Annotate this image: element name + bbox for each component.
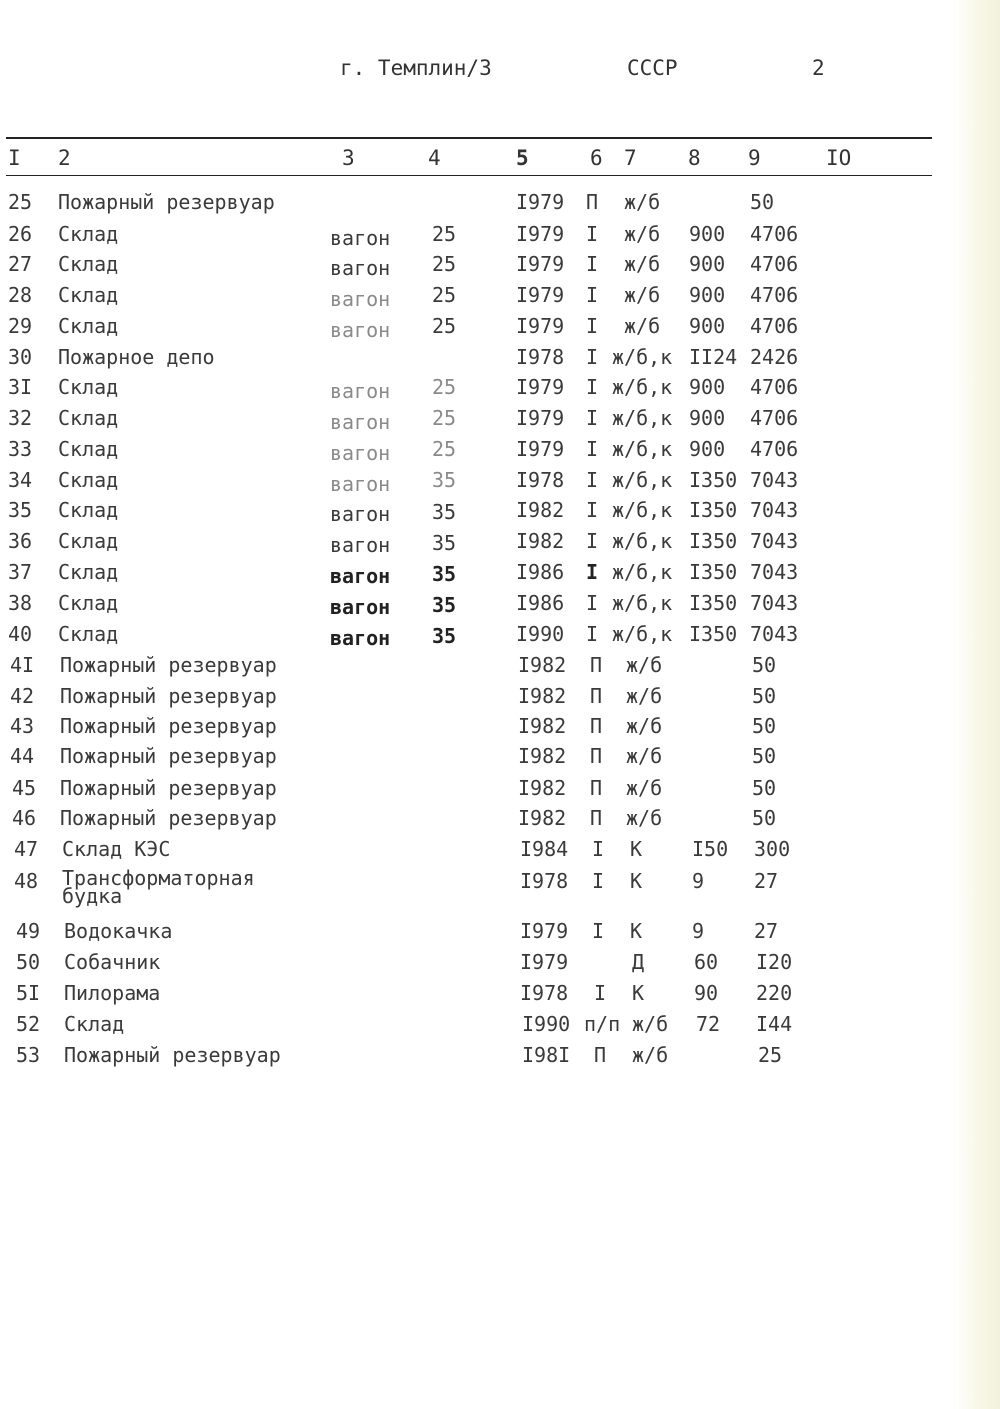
material-value: ж/б: [626, 653, 663, 677]
col9-value: 50: [752, 744, 777, 768]
table-row: [0, 837, 1000, 867]
col6-value: П: [590, 806, 603, 830]
row-number: 52: [16, 1012, 41, 1036]
row-number: 26: [8, 222, 33, 246]
col6-value: I: [586, 622, 599, 646]
col6-value: I: [594, 981, 607, 1005]
col8-value: I350: [689, 529, 738, 553]
material-value: ж/б: [632, 1012, 669, 1036]
col8-value: I350: [689, 498, 738, 522]
row-number: 4I: [10, 653, 35, 677]
row-number: 43: [10, 714, 35, 738]
row-number: 35: [8, 498, 33, 522]
col8-value: 900: [689, 437, 726, 461]
col6-value: I: [586, 406, 599, 430]
year-value: I982: [518, 806, 567, 830]
row-number: 5I: [16, 981, 41, 1005]
year-value: I984: [520, 837, 569, 861]
year-value: I982: [518, 776, 567, 800]
year-value: I978: [516, 468, 565, 492]
col4-value: 25: [432, 375, 457, 399]
material-value: ж/б: [626, 684, 663, 708]
table-row: [0, 252, 1000, 282]
object-name: Склад: [58, 560, 119, 584]
col6-value: I: [586, 437, 599, 461]
col8-value: 900: [689, 314, 726, 338]
material-value: К: [632, 981, 645, 1005]
year-value: I982: [518, 744, 567, 768]
year-value: I979: [516, 437, 565, 461]
column-header: IO: [826, 146, 852, 170]
object-name: Склад: [58, 222, 119, 246]
row-number: 47: [14, 837, 39, 861]
year-value: I982: [516, 529, 565, 553]
table-row: [0, 190, 1000, 220]
year-value: I979: [520, 919, 569, 943]
col4-value: 25: [432, 314, 457, 338]
object-name: Пожарный резервуар: [58, 190, 275, 214]
col6-value: I: [586, 252, 599, 276]
col6-value: I: [586, 498, 599, 522]
col6-value: I: [586, 591, 599, 615]
col3-value: вагон: [330, 533, 391, 557]
row-number: 37: [8, 560, 33, 584]
object-name: Пожарный резервуар: [60, 653, 277, 677]
material-value: ж/б: [626, 744, 663, 768]
material-value: ж/б: [624, 252, 661, 276]
col6-value: П: [590, 684, 603, 708]
row-number: 33: [8, 437, 33, 461]
col6-value: п/п: [584, 1012, 621, 1036]
col4-value: 35: [432, 593, 457, 617]
col6-value: I: [592, 919, 605, 943]
column-header: 7: [624, 146, 637, 170]
object-name: Склад КЭС: [62, 837, 171, 861]
col8-value: 72: [696, 1012, 721, 1036]
material-value: ж/б: [626, 714, 663, 738]
col4-value: 35: [432, 468, 457, 492]
table-top-rule: [6, 137, 932, 139]
col8-value: II24: [689, 345, 738, 369]
year-value: I979: [516, 190, 565, 214]
table-row: [0, 653, 1000, 683]
table-row: [0, 744, 1000, 774]
material-value: ж/б,к: [612, 375, 673, 399]
object-name: Склад: [64, 1012, 125, 1036]
col3-value: вагон: [330, 410, 391, 434]
page-number: 2: [812, 56, 825, 80]
row-number: 32: [8, 406, 33, 430]
table-row: [0, 406, 1000, 436]
column-header: 5: [516, 146, 529, 170]
table-row: [0, 622, 1000, 652]
col9-value: 4706: [750, 222, 799, 246]
object-name: Собачник: [64, 950, 161, 974]
column-header: I: [8, 146, 21, 170]
header-location: г. Темплин/3: [340, 56, 492, 80]
column-header: 9: [748, 146, 761, 170]
col8-value: I350: [689, 622, 738, 646]
year-value: I979: [516, 283, 565, 307]
material-value: ж/б: [632, 1043, 669, 1067]
row-number: 30: [8, 345, 33, 369]
row-number: 48: [14, 869, 39, 893]
material-value: ж/б,к: [612, 622, 673, 646]
col6-value: I: [586, 529, 599, 553]
table-row: [0, 806, 1000, 836]
material-value: ж/б,к: [612, 529, 673, 553]
table-row: [0, 684, 1000, 714]
table-row: [0, 776, 1000, 806]
col9-value: 300: [754, 837, 791, 861]
object-name: Пожарный резервуар: [60, 684, 277, 708]
col8-value: I50: [692, 837, 729, 861]
col9-value: 25: [758, 1043, 783, 1067]
row-number: 40: [8, 622, 33, 646]
table-row: [0, 1012, 1000, 1042]
col3-value: вагон: [330, 626, 391, 650]
table-row: [0, 375, 1000, 405]
col4-value: 25: [432, 406, 457, 430]
col4-value: 35: [432, 624, 457, 648]
col3-value: вагон: [330, 256, 391, 280]
col8-value: I350: [689, 468, 738, 492]
row-number: 36: [8, 529, 33, 553]
row-number: 49: [16, 919, 41, 943]
object-name: Склад: [58, 375, 119, 399]
material-value: ж/б: [624, 283, 661, 307]
object-name: Склад: [58, 529, 119, 553]
header-country: СССР: [627, 56, 678, 80]
col6-value: I: [586, 375, 599, 399]
table-row: [0, 222, 1000, 252]
col8-value: 9: [692, 869, 705, 893]
object-name: Склад: [58, 437, 119, 461]
object-name: Склад: [58, 591, 119, 615]
table-row: [0, 437, 1000, 467]
col6-value: I: [586, 560, 599, 584]
year-value: I982: [516, 498, 565, 522]
row-number: 28: [8, 283, 33, 307]
material-value: ж/б: [624, 190, 661, 214]
row-number: 27: [8, 252, 33, 276]
year-value: I979: [520, 950, 569, 974]
col8-value: 900: [689, 406, 726, 430]
table-row: [0, 345, 1000, 375]
col3-value: вагон: [330, 472, 391, 496]
year-value: I986: [516, 560, 565, 584]
column-header: 6: [590, 146, 603, 170]
col6-value: I: [586, 468, 599, 492]
col3-value: вагон: [330, 595, 391, 619]
year-value: I978: [520, 869, 569, 893]
col6-value: П: [590, 744, 603, 768]
object-name: Склад: [58, 252, 119, 276]
col6-value: I: [592, 869, 605, 893]
object-name: Пожарный резервуар: [60, 744, 277, 768]
col4-value: 25: [432, 437, 457, 461]
object-name: Склад: [58, 406, 119, 430]
material-value: К: [630, 837, 643, 861]
year-value: I982: [518, 684, 567, 708]
col4-value: 35: [432, 562, 457, 586]
col6-value: П: [594, 1043, 607, 1067]
object-name: Водокачка: [64, 919, 173, 943]
object-name: Пожарный резервуар: [60, 776, 277, 800]
col9-value: 7043: [750, 529, 799, 553]
year-value: I990: [522, 1012, 571, 1036]
col9-value: 4706: [750, 375, 799, 399]
col3-value: вагон: [330, 441, 391, 465]
material-value: ж/б,к: [612, 345, 673, 369]
col6-value: П: [590, 776, 603, 800]
row-number: 38: [8, 591, 33, 615]
col8-value: 900: [689, 283, 726, 307]
col9-value: 220: [756, 981, 793, 1005]
column-header: 8: [688, 146, 701, 170]
row-number: 3I: [8, 375, 33, 399]
material-value: ж/б,к: [612, 406, 673, 430]
col3-value: вагон: [330, 318, 391, 342]
col6-value: П: [586, 190, 599, 214]
row-number: 46: [12, 806, 37, 830]
col6-value: I: [586, 222, 599, 246]
object-name: Пожарное депо: [58, 345, 215, 369]
table-row: [0, 919, 1000, 949]
material-value: ж/б,к: [612, 468, 673, 492]
col9-value: 7043: [750, 622, 799, 646]
object-name: Склад: [58, 498, 119, 522]
col9-value: 27: [754, 919, 779, 943]
col8-value: I350: [689, 591, 738, 615]
col6-value: П: [590, 653, 603, 677]
year-value: I982: [518, 653, 567, 677]
row-number: 45: [12, 776, 37, 800]
object-name: Склад: [58, 283, 119, 307]
col9-value: 50: [752, 653, 777, 677]
column-header: 4: [428, 146, 441, 170]
col6-value: I: [586, 345, 599, 369]
col9-value: 7043: [750, 498, 799, 522]
col9-value: 4706: [750, 406, 799, 430]
object-name: Склад: [58, 622, 119, 646]
col3-value: вагон: [330, 287, 391, 311]
col9-value: 7043: [750, 591, 799, 615]
col9-value: 50: [752, 806, 777, 830]
col9-value: 4706: [750, 283, 799, 307]
col3-value: вагон: [330, 226, 391, 250]
year-value: I978: [520, 981, 569, 1005]
object-name: Пожарный резервуар: [60, 806, 277, 830]
material-value: ж/б: [624, 222, 661, 246]
material-value: К: [630, 919, 643, 943]
col8-value: 9: [692, 919, 705, 943]
col4-value: 35: [432, 500, 457, 524]
col6-value: П: [590, 714, 603, 738]
col6-value: I: [586, 283, 599, 307]
material-value: ж/б: [626, 806, 663, 830]
row-number: 25: [8, 190, 33, 214]
col3-value: вагон: [330, 564, 391, 588]
col3-value: вагон: [330, 502, 391, 526]
col8-value: 900: [689, 222, 726, 246]
col9-value: 4706: [750, 314, 799, 338]
col8-value: 900: [689, 375, 726, 399]
row-number: 50: [16, 950, 41, 974]
col9-value: 50: [752, 714, 777, 738]
material-value: ж/б: [624, 314, 661, 338]
col8-value: I350: [689, 560, 738, 584]
col3-value: вагон: [330, 379, 391, 403]
col9-value: 7043: [750, 560, 799, 584]
year-value: I979: [516, 222, 565, 246]
year-value: I978: [516, 345, 565, 369]
col9-value: 50: [752, 776, 777, 800]
object-name: Пилорама: [64, 981, 161, 1005]
table-row: [0, 591, 1000, 621]
table-row: [0, 981, 1000, 1011]
col6-value: I: [592, 837, 605, 861]
year-value: I979: [516, 252, 565, 276]
column-header: 3: [342, 146, 355, 170]
col6-value: I: [586, 314, 599, 338]
column-header-row: [0, 146, 1000, 172]
material-value: ж/б,к: [612, 591, 673, 615]
col8-value: 900: [689, 252, 726, 276]
table-row: [0, 1043, 1000, 1073]
col9-value: 50: [750, 190, 775, 214]
table-row: [0, 529, 1000, 559]
row-number: 34: [8, 468, 33, 492]
row-number: 44: [10, 744, 35, 768]
col9-value: I20: [756, 950, 793, 974]
object-name: Склад: [58, 468, 119, 492]
table-row: [0, 498, 1000, 528]
col9-value: 2426: [750, 345, 799, 369]
object-name: Пожарный резервуар: [64, 1043, 281, 1067]
material-value: Д: [632, 950, 645, 974]
table-row: [0, 560, 1000, 590]
table-row: [0, 866, 1000, 915]
material-value: ж/б,к: [612, 498, 673, 522]
col9-value: 7043: [750, 468, 799, 492]
year-value: I982: [518, 714, 567, 738]
col9-value: 4706: [750, 252, 799, 276]
col9-value: I44: [756, 1012, 793, 1036]
table-row: [0, 468, 1000, 498]
year-value: I990: [516, 622, 565, 646]
col8-value: 90: [694, 981, 719, 1005]
table-row: [0, 714, 1000, 744]
row-number: 53: [16, 1043, 41, 1067]
object-name: Трансформаторная будка: [62, 866, 255, 908]
material-value: ж/б,к: [612, 437, 673, 461]
material-value: ж/б,к: [612, 560, 673, 584]
table-row: [0, 283, 1000, 313]
material-value: ж/б: [626, 776, 663, 800]
col9-value: 27: [754, 869, 779, 893]
row-number: 29: [8, 314, 33, 338]
year-value: I979: [516, 375, 565, 399]
row-number: 42: [10, 684, 35, 708]
col4-value: 25: [432, 283, 457, 307]
col9-value: 50: [752, 684, 777, 708]
object-name: Склад: [58, 314, 119, 338]
column-header: 2: [58, 146, 71, 170]
year-value: I979: [516, 406, 565, 430]
col8-value: 60: [694, 950, 719, 974]
table-row: [0, 950, 1000, 980]
year-value: I979: [516, 314, 565, 338]
col4-value: 25: [432, 222, 457, 246]
year-value: I986: [516, 591, 565, 615]
col4-value: 35: [432, 531, 457, 555]
col4-value: 25: [432, 252, 457, 276]
table-row: [0, 314, 1000, 344]
year-value: I98I: [522, 1043, 571, 1067]
material-value: К: [630, 869, 643, 893]
object-name: Пожарный резервуар: [60, 714, 277, 738]
table-header-rule: [6, 175, 932, 176]
col9-value: 4706: [750, 437, 799, 461]
